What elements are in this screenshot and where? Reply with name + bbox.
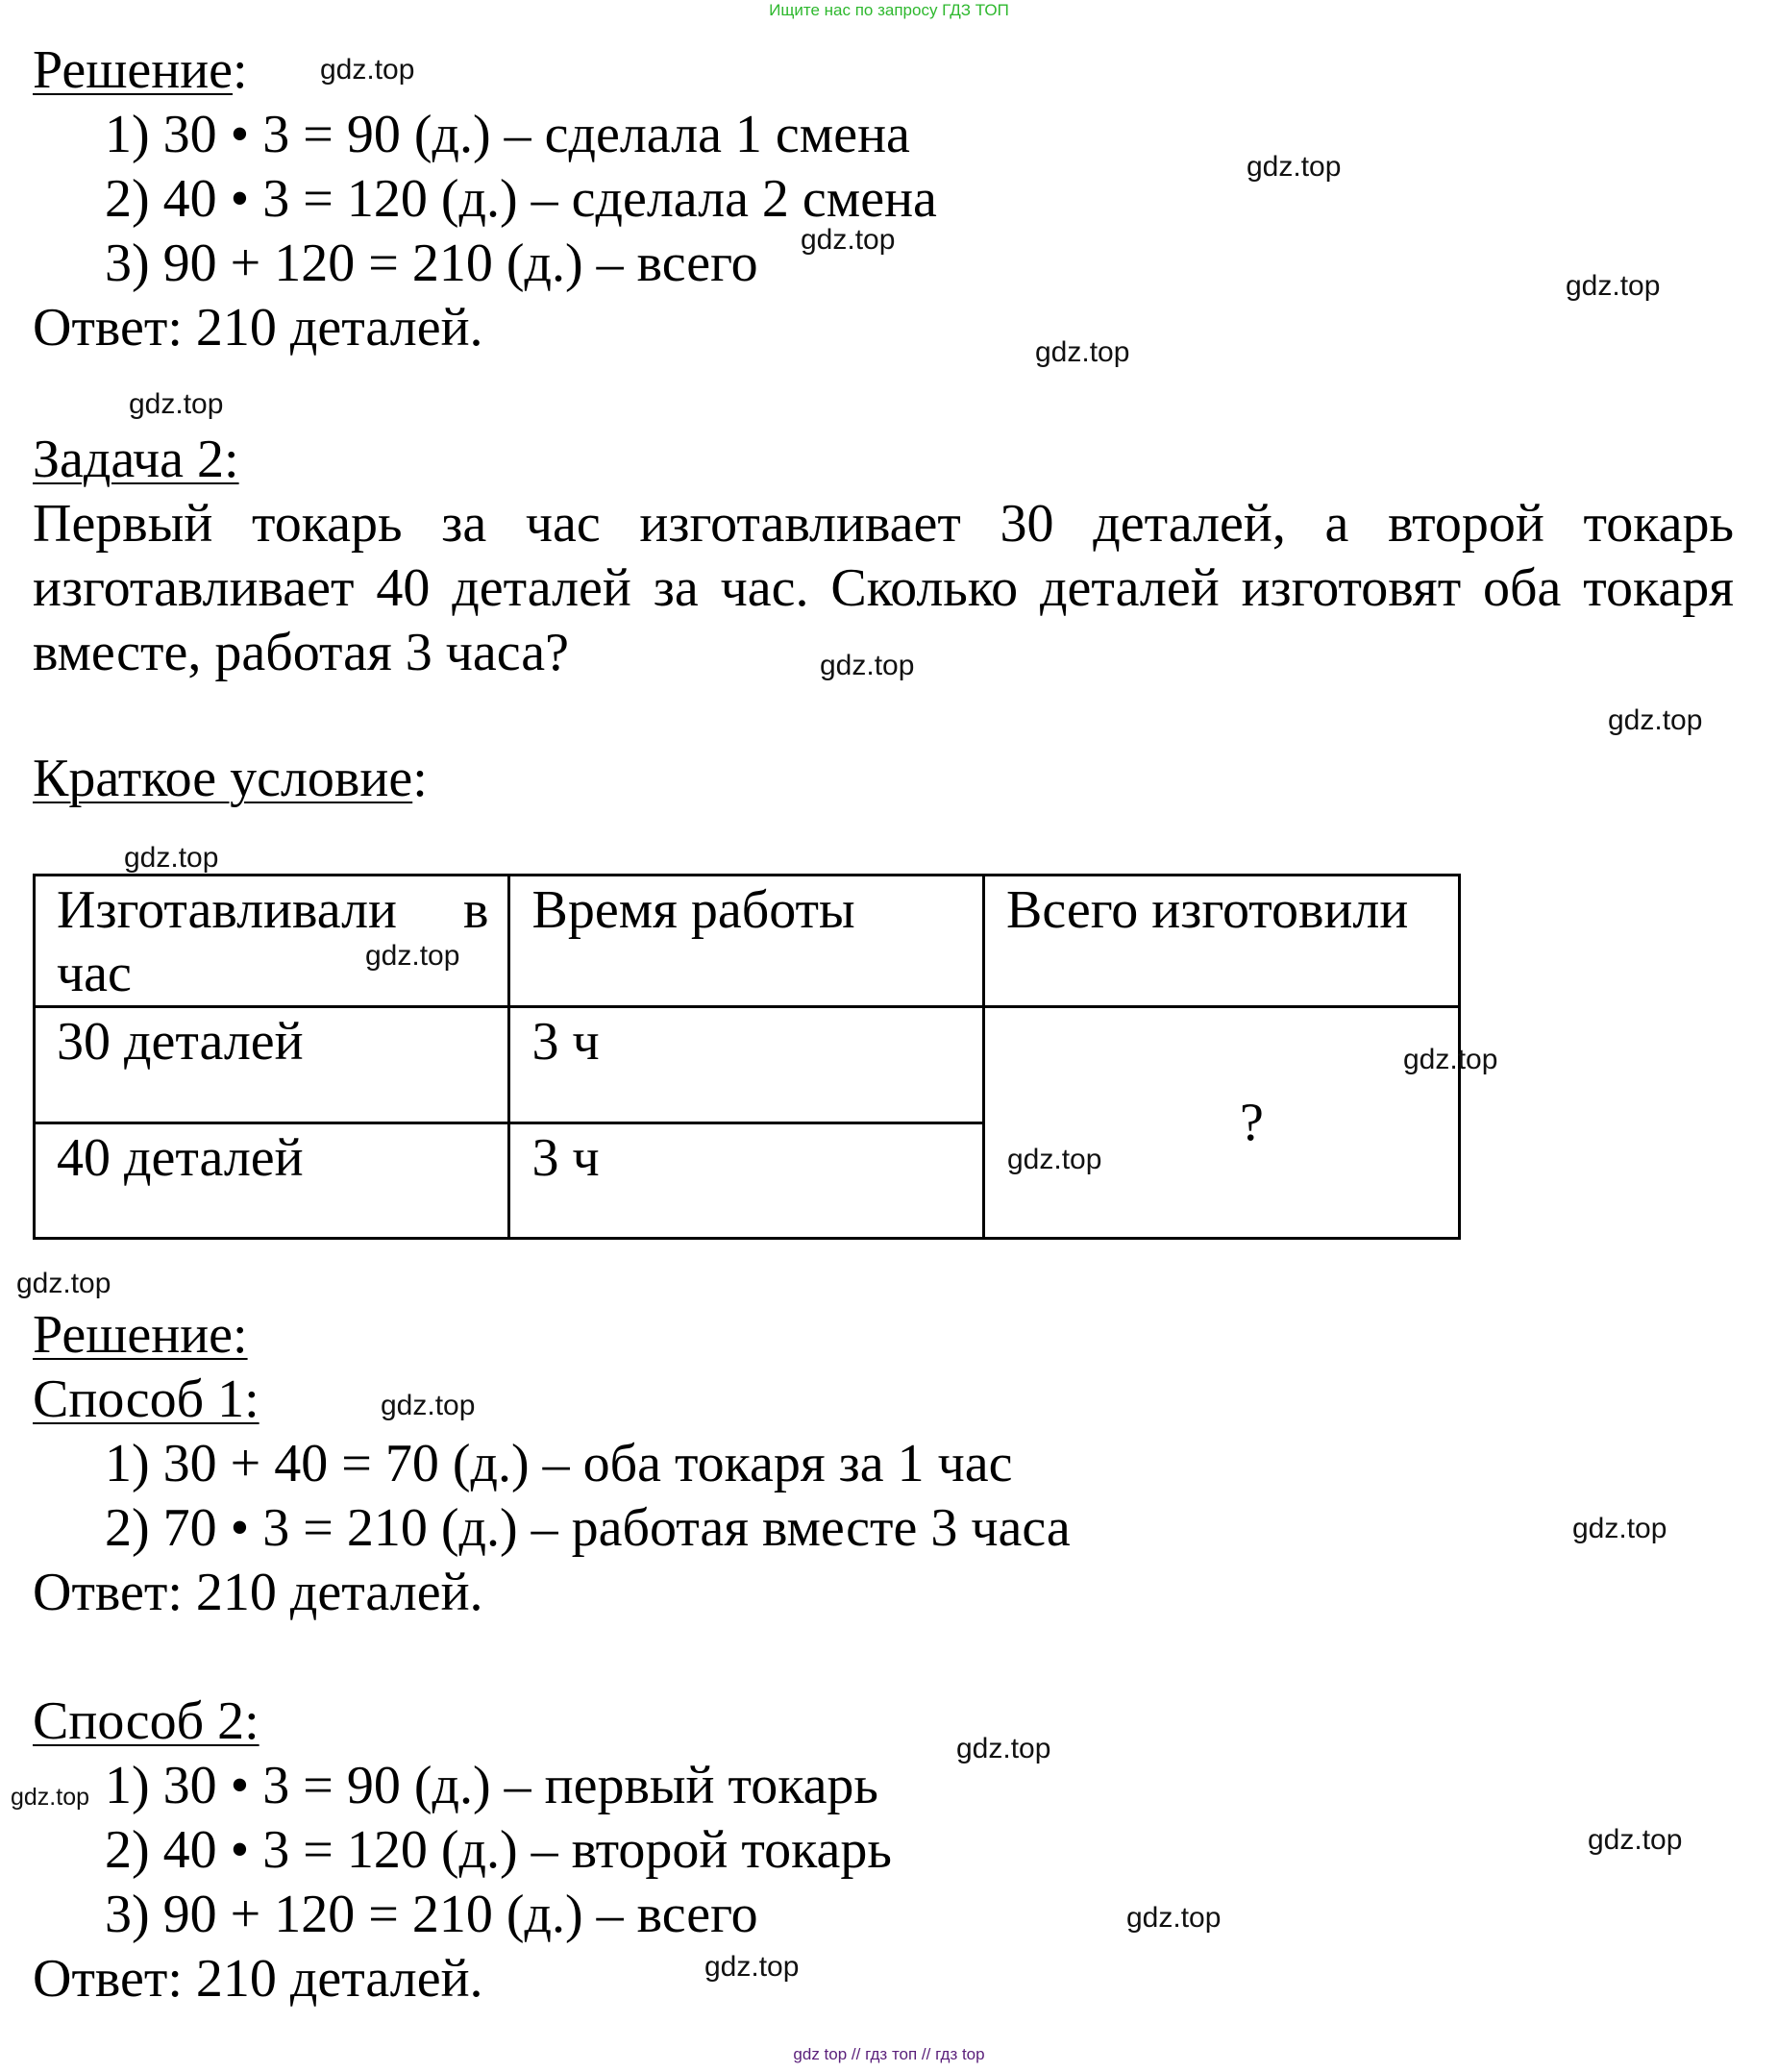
- header-work-time: Время работы: [509, 876, 984, 1007]
- row2-per-hour: 40 деталей: [35, 1123, 509, 1239]
- watermark: gdz.top: [1572, 1513, 1667, 1544]
- watermark: gdz.top: [129, 388, 224, 420]
- watermark: gdz.top: [1035, 336, 1130, 368]
- condition-table: [33, 874, 1461, 1240]
- task2-heading: Задача 2:: [33, 430, 239, 489]
- table-header-row: [35, 876, 1460, 1007]
- method1-heading: Способ 1:: [33, 1369, 259, 1429]
- short-condition-heading-text: Краткое условие: [33, 749, 413, 808]
- method2-step-3: 3) 90 + 120 = 210 (д.) – всего: [105, 1885, 758, 1944]
- watermark: gdz.top: [11, 1784, 90, 1811]
- watermark: gdz.top: [1007, 1144, 1102, 1175]
- solution-heading: [33, 38, 248, 102]
- method1-step-1: 1) 30 + 40 = 70 (д.) – оба токаря за 1 час: [105, 1434, 1013, 1493]
- method2-step-1: 1) 30 • 3 = 90 (д.) – первый токарь: [105, 1756, 878, 1815]
- watermark: gdz.top: [956, 1733, 1051, 1764]
- method2-step-2: 2) 40 • 3 = 120 (д.) – второй токарь: [105, 1820, 892, 1880]
- watermark: gdz.top: [16, 1268, 111, 1299]
- watermark: gdz.top: [1608, 704, 1703, 736]
- watermark: gdz.top: [365, 940, 460, 972]
- watermark: gdz.top: [1403, 1044, 1498, 1075]
- watermark: gdz.top: [1588, 1824, 1683, 1856]
- solution-step-1: 1) 30 • 3 = 90 (д.) – сделала 1 смена: [105, 105, 910, 164]
- total-question-mark: ?: [1239, 1093, 1264, 1152]
- method1-answer: Ответ: 210 деталей.: [33, 1563, 483, 1622]
- method2-answer: Ответ: 210 деталей.: [33, 1949, 483, 2009]
- header-total: Всего изготовили: [983, 876, 1459, 1007]
- watermark: gdz.top: [1566, 270, 1661, 302]
- solution-heading-text: Решение: [33, 40, 234, 100]
- top-banner: Ищите нас по запросу ГДЗ ТОП: [769, 1, 1009, 19]
- method2-heading: Способ 2:: [33, 1691, 259, 1751]
- watermark: gdz.top: [320, 54, 415, 86]
- solution2-heading: Решение:: [33, 1305, 248, 1365]
- short-condition-heading: [33, 747, 428, 810]
- watermark: gdz.top: [1247, 151, 1342, 183]
- row1-time: 3 ч: [509, 1007, 984, 1123]
- bottom-banner: gdz top // гдз топ // гдз top: [793, 2045, 985, 2063]
- task2-text: Первый токарь за час изготавливает 30 деталей, а второй токарь изготавливает 40 деталей за час. Сколько деталей изготовят оба токаря вместе, работая 3 часа?: [33, 494, 1734, 682]
- watermark: gdz.top: [704, 1951, 800, 1983]
- method1-step-2: 2) 70 • 3 = 210 (д.) – работая вместе 3 часа: [105, 1498, 1071, 1558]
- solution-heading-colon: :: [233, 40, 248, 100]
- row2-time: 3 ч: [509, 1123, 984, 1239]
- row1-per-hour: 30 деталей: [35, 1007, 509, 1123]
- watermark: gdz.top: [820, 650, 915, 681]
- solution-step-3: 3) 90 + 120 = 210 (д.) – всего: [105, 234, 758, 293]
- table-row: [35, 1007, 1460, 1123]
- watermark: gdz.top: [801, 224, 896, 256]
- answer-1: Ответ: 210 деталей.: [33, 298, 483, 358]
- watermark: gdz.top: [1126, 1902, 1222, 1934]
- short-condition-colon: :: [412, 749, 428, 808]
- solution-step-2: 2) 40 • 3 = 120 (д.) – сделала 2 смена: [105, 169, 937, 229]
- watermark: gdz.top: [381, 1390, 476, 1421]
- header-per-hour: Изготавливали в час: [35, 876, 509, 1007]
- total-cell: [983, 1007, 1459, 1239]
- watermark: gdz.top: [124, 842, 219, 874]
